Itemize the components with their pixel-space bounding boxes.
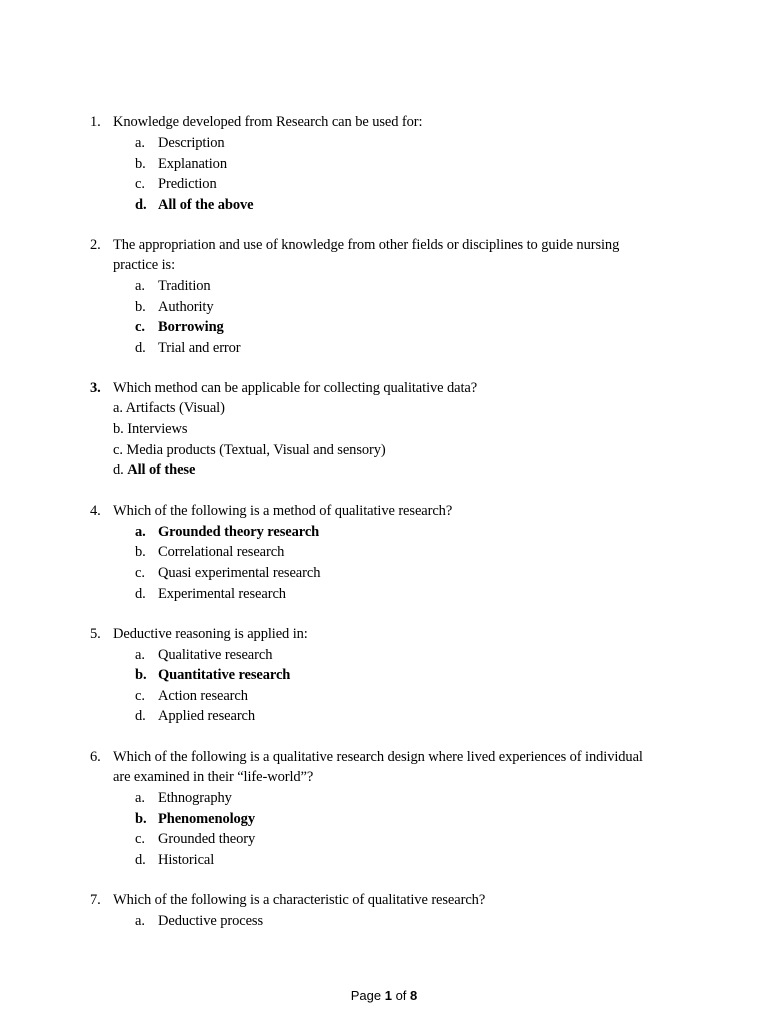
question-text-cont: practice is:: [113, 257, 176, 273]
option-c: c. Media products (Textual, Visual and sensory): [113, 442, 386, 458]
question-text: Deductive reasoning is applied in:: [113, 626, 308, 642]
question-number: 4.: [90, 503, 101, 519]
question-number: 1.: [90, 114, 101, 130]
option-a: a. Description: [135, 135, 225, 151]
option-c: c. Action research: [135, 688, 248, 704]
option-a-answer: a. Grounded theory research: [135, 524, 320, 540]
option-d-answer: d. All of the above: [135, 197, 254, 213]
option-a: a. Tradition: [135, 278, 211, 294]
option-d: d. Trial and error: [135, 340, 241, 356]
question-number: 2.: [90, 237, 101, 253]
question-number: 3.: [90, 380, 101, 396]
option-c: c. Quasi experimental research: [135, 565, 321, 581]
option-a: a. Deductive process: [135, 913, 263, 929]
question-text: Which of the following is a method of qualitative research?: [113, 503, 453, 519]
question-text: Which of the following is a characteristic of qualitative research?: [113, 892, 486, 908]
option-c: c. Prediction: [135, 176, 217, 192]
question-number: 7.: [90, 892, 101, 908]
option-c: c. Grounded theory: [135, 831, 256, 847]
option-d-answer: d. All of these: [113, 462, 196, 478]
option-b-answer: b. Quantitative research: [135, 667, 291, 683]
page-total: 8: [410, 988, 418, 1003]
page-current: 1: [384, 988, 392, 1003]
option-a: a. Artifacts (Visual): [113, 400, 225, 416]
option-b: b. Authority: [135, 299, 214, 315]
option-b-answer: b. Phenomenology: [135, 811, 255, 827]
option-d: d. Experimental research: [135, 586, 286, 602]
question-text: Which of the following is a qualitative research design where lived experiences of individual: [113, 749, 643, 765]
option-d: d. Applied research: [135, 708, 256, 724]
question-number: 5.: [90, 626, 101, 642]
option-d: d. Historical: [135, 852, 215, 868]
question-number: 6.: [90, 749, 101, 765]
question-text: The appropriation and use of knowledge from other fields or disciplines to guide nursing: [113, 237, 620, 253]
option-b: b. Interviews: [113, 421, 188, 437]
option-a: a. Ethnography: [135, 790, 232, 806]
option-c-answer: c. Borrowing: [135, 319, 224, 335]
option-b: b. Explanation: [135, 156, 227, 172]
question-text: Which method can be applicable for collecting qualitative data?: [113, 380, 478, 396]
question-text-cont: are examined in their “life-world”?: [113, 769, 314, 785]
option-a: a. Qualitative research: [135, 647, 273, 663]
footer-prefix: Page: [350, 988, 385, 1003]
question-text: Knowledge developed from Research can be used for:: [113, 114, 423, 130]
page-footer: [0, 986, 768, 1006]
option-b: b. Correlational research: [135, 544, 285, 560]
footer-middle: of: [391, 988, 411, 1003]
